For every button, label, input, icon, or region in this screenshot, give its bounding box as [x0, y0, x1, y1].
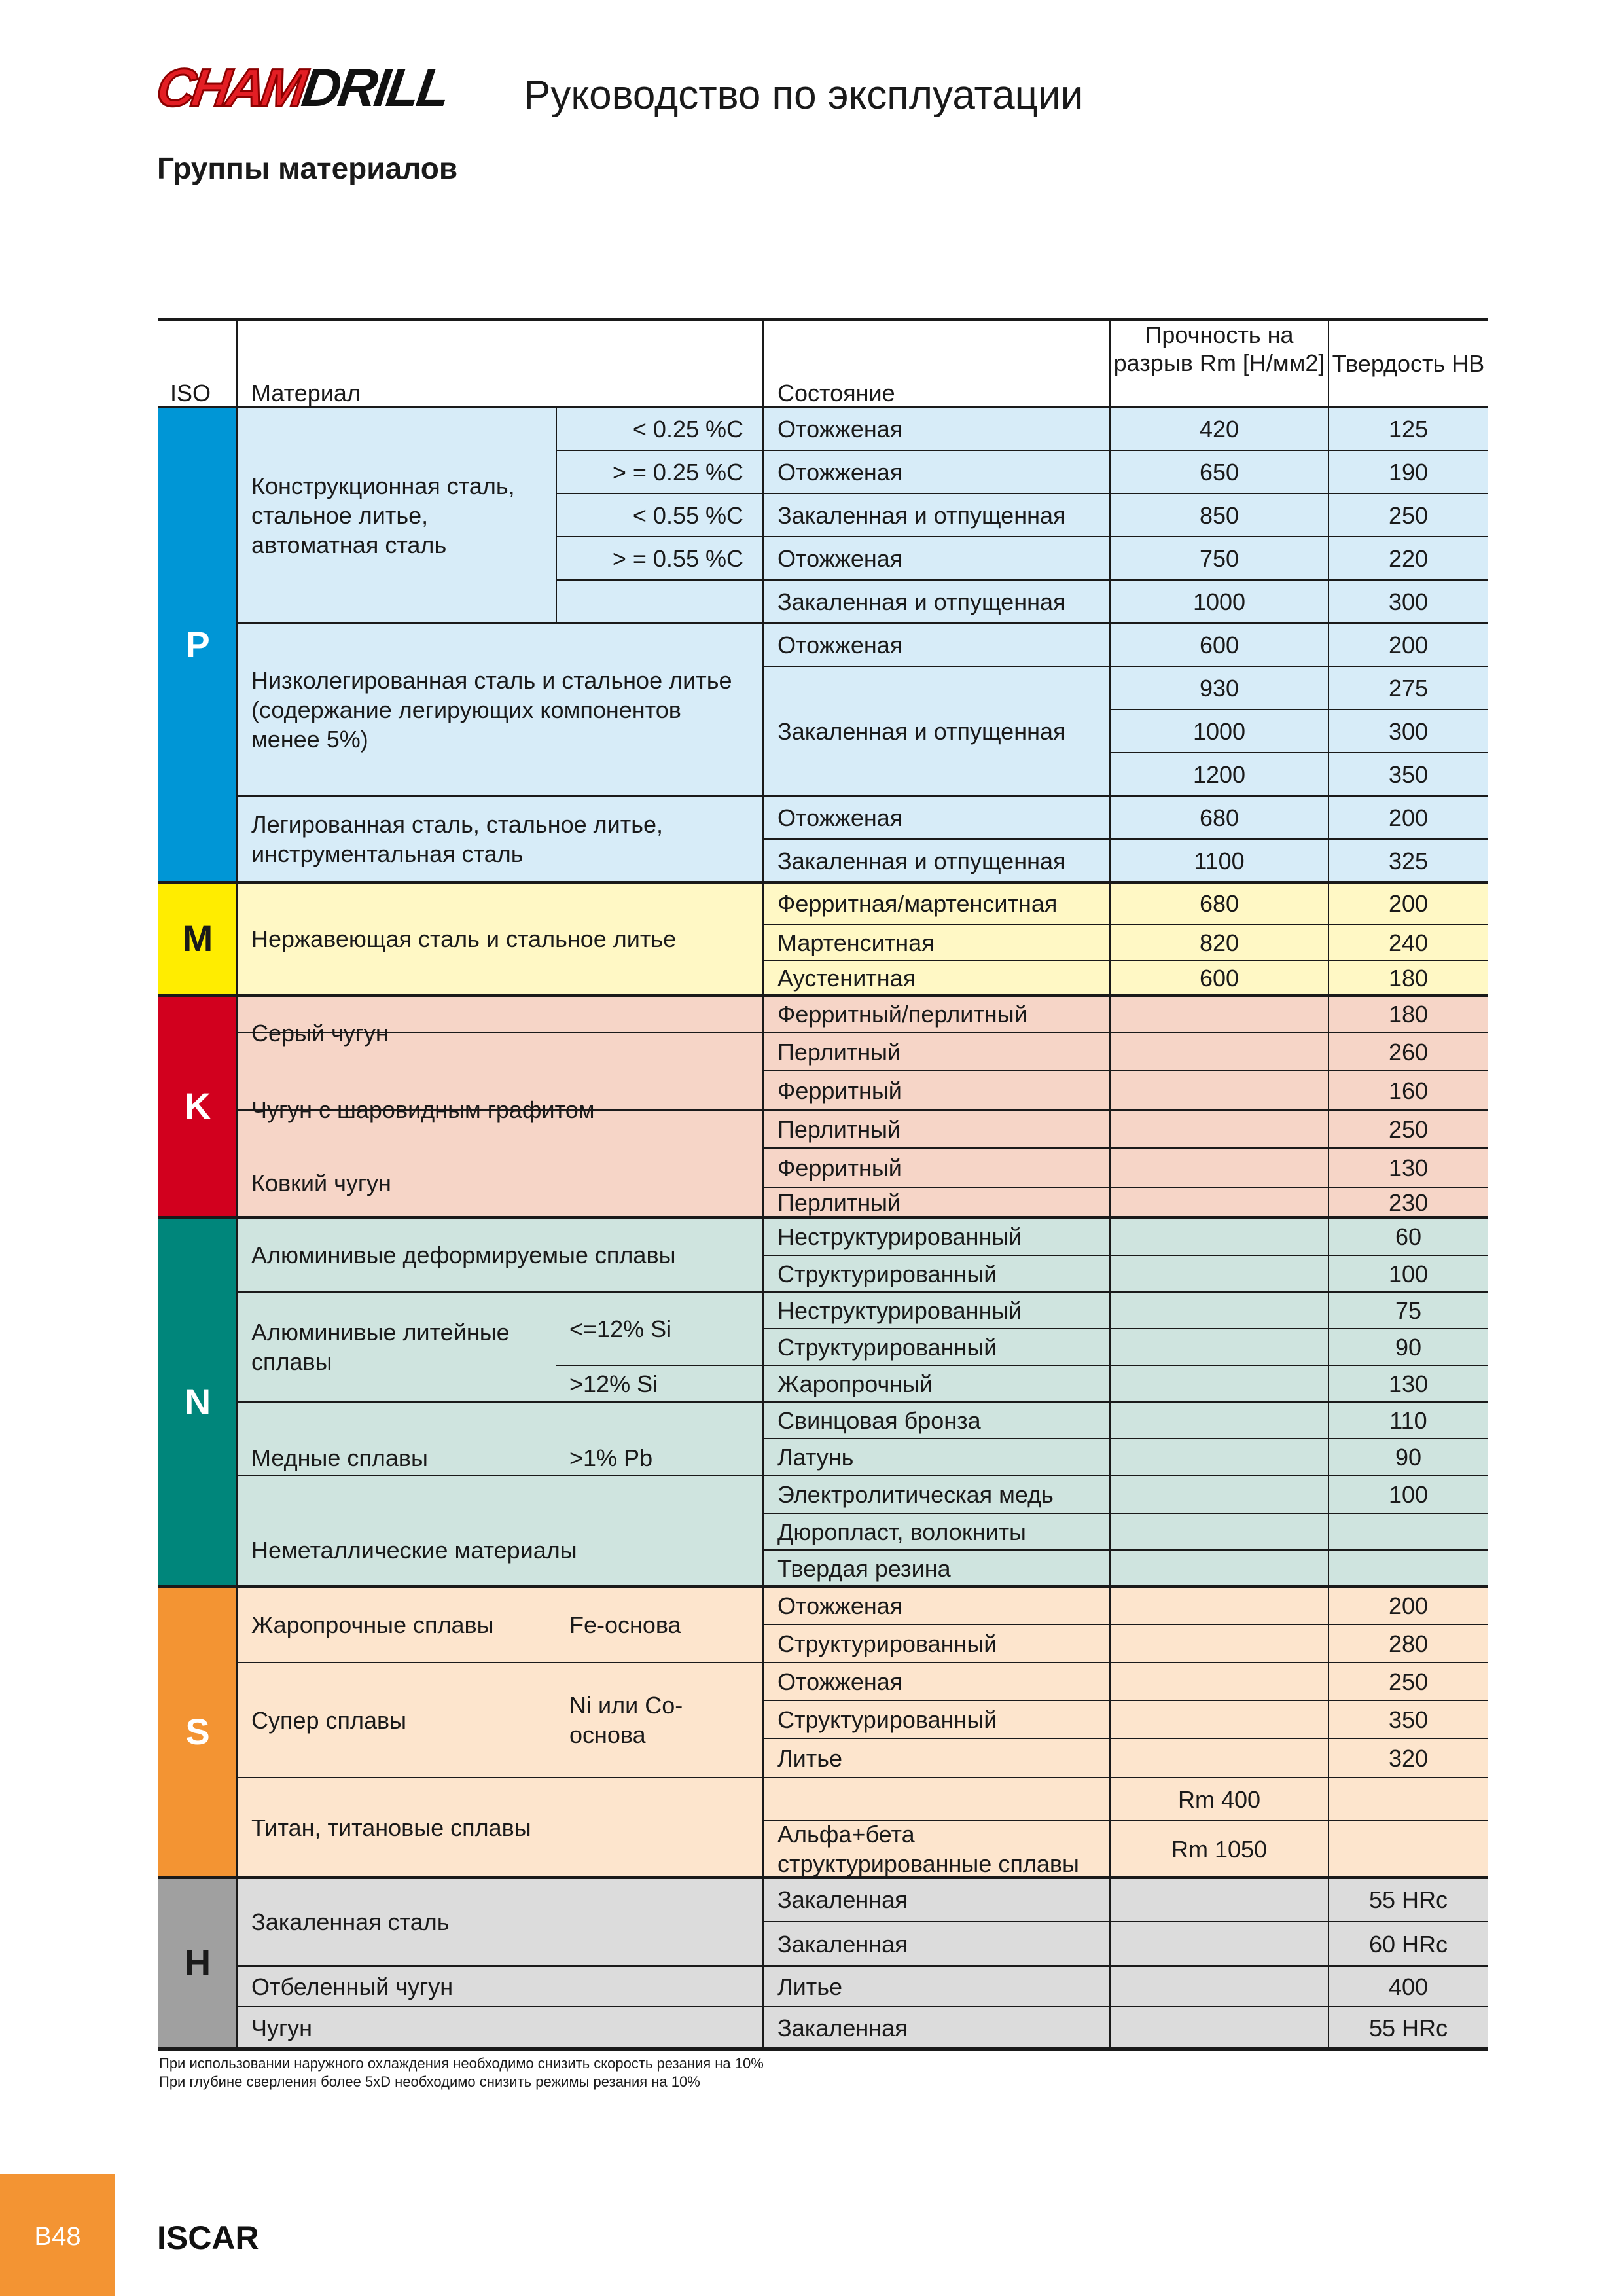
condition-cell: Закаленная и отпущенная [777, 717, 1066, 745]
table-rule [237, 1401, 763, 1403]
table-rule [763, 1109, 1488, 1111]
table-rule [158, 2047, 1488, 2051]
table-rule [763, 1921, 1488, 1922]
hardness-cell: 300 [1388, 717, 1429, 745]
condition-cell: Перлитный [777, 1038, 901, 1066]
table-rule [1110, 752, 1488, 753]
table-rule [237, 1109, 763, 1111]
strength-cell: 1000 [1192, 717, 1246, 745]
table-rule [158, 318, 1488, 321]
material-cell: Неметаллические материалы [251, 1536, 577, 1564]
table-rule [237, 2006, 763, 2007]
table-rule [237, 1475, 763, 1476]
hardness-cell: 90 [1395, 1443, 1422, 1471]
hardness-cell: 60 HRc [1368, 1930, 1448, 1958]
sub-material-cell: < 0.55 %C [632, 501, 743, 529]
hardness-cell: 300 [1388, 588, 1429, 615]
table-rule [763, 1662, 1488, 1663]
iso-group-n: N [158, 1217, 237, 1587]
strength-cell: 1200 [1192, 761, 1246, 788]
table-rule [158, 881, 1488, 884]
strength-cell: Rm 400 [1177, 1785, 1261, 1813]
table-rule [158, 406, 1488, 408]
hardness-cell: 125 [1388, 415, 1429, 442]
condition-cell: Ферритный/перлитный [777, 1000, 1027, 1028]
condition-cell: Отожженая [777, 1592, 903, 1619]
table-rule [763, 1475, 1488, 1476]
hardness-cell: 230 [1388, 1189, 1429, 1216]
table-rule [1110, 709, 1488, 710]
hardness-cell: 275 [1388, 674, 1429, 702]
table-rule [1328, 319, 1329, 2049]
strength-cell: 600 [1199, 964, 1240, 992]
condition-cell: Структурированный [777, 1706, 997, 1733]
section-title: Группы материалов [157, 151, 458, 185]
condition-cell: Перлитный [777, 1189, 901, 1216]
condition-cell: Перлитный [777, 1115, 901, 1143]
condition-cell: Электролитическая медь [777, 1480, 1054, 1508]
header-hardness: Твердость HB [1332, 350, 1485, 377]
table-rule [763, 1147, 1488, 1149]
material-cell: Чугун с шаровидным графитом [251, 1096, 595, 1123]
page-number: B48 [34, 2222, 81, 2251]
condition-cell: Неструктурированный [777, 1223, 1022, 1250]
brand-name: ISCAR [157, 2219, 259, 2256]
table-rule [763, 1328, 1488, 1329]
table-rule [236, 319, 238, 2049]
footnote-1: При использовании наружного охлаждения необходимо снизить скорость резания на 10% [159, 2055, 764, 2072]
hardness-cell: 200 [1388, 1592, 1429, 1619]
strength-cell: 930 [1199, 674, 1240, 702]
material-cell: Супер сплавы [251, 1706, 407, 1734]
strength-cell: 420 [1199, 415, 1240, 442]
strength-cell: 1100 [1194, 847, 1245, 874]
table-rule [237, 1777, 763, 1778]
document-title: Руководство по эксплуатации [524, 73, 1084, 118]
material-cell: Ковкий чугун [251, 1169, 391, 1196]
header-condition: Состояние [777, 380, 895, 406]
table-rule [158, 1585, 1488, 1588]
table-rule [763, 579, 1488, 581]
condition-cell: Аустенитная [777, 964, 916, 992]
hardness-cell: 250 [1388, 501, 1429, 529]
table-rule [763, 1738, 1488, 1739]
table-rule [763, 666, 1488, 667]
hardness-cell: 100 [1388, 1260, 1429, 1287]
condition-cell: Структурированный [777, 1630, 997, 1657]
table-rule [763, 2006, 1488, 2007]
hardness-cell: 200 [1388, 889, 1429, 917]
hardness-cell: 160 [1388, 1077, 1429, 1104]
condition-cell: Литье [777, 1744, 842, 1772]
sub-material-cell: Fe-основа [569, 1611, 681, 1638]
table-rule [763, 1070, 1488, 1071]
table-rule [237, 1291, 763, 1293]
hardness-cell: 75 [1395, 1297, 1422, 1324]
table-rule [763, 1777, 1488, 1778]
sub-material-cell: > = 0.25 %C [612, 458, 743, 486]
condition-cell: Отожженая [777, 415, 903, 442]
hardness-cell: 250 [1388, 1668, 1429, 1695]
material-cell: Нержавеющая сталь и стальное литье [251, 925, 677, 952]
hardness-cell: 220 [1388, 545, 1429, 572]
table-rule [763, 1820, 1488, 1821]
hardness-cell: 320 [1388, 1744, 1429, 1772]
condition-cell: Закаленная и отпущенная [777, 501, 1066, 529]
strength-cell: 850 [1199, 501, 1240, 529]
table-rule [763, 1549, 1488, 1551]
table-rule [158, 994, 1488, 997]
chamdrill-logo [152, 58, 452, 118]
table-rule [763, 1291, 1488, 1293]
table-rule [556, 493, 763, 494]
table-rule [237, 622, 763, 624]
table-rule [556, 450, 763, 451]
hardness-cell: 200 [1388, 804, 1429, 831]
strength-cell: 650 [1199, 458, 1240, 486]
iso-group-h: H [158, 1877, 237, 2049]
logo-part-cham: CHAM [152, 58, 307, 118]
condition-cell: Свинцовая бронза [777, 1407, 981, 1434]
table-rule [763, 493, 1488, 494]
material-cell: Алюминивые литейные сплавы [251, 1319, 510, 1375]
strength-cell: 820 [1199, 929, 1240, 956]
condition-cell: Закаленная [777, 1930, 908, 1958]
table-rule [237, 1032, 763, 1033]
footnote-2: При глубине сверления более 5xD необходимо снизить режимы резания на 10% [159, 2073, 700, 2090]
table-rule [763, 1365, 1488, 1366]
sub-material-cell: < 0.25 %C [632, 415, 743, 442]
iso-group-k: K [158, 995, 237, 1217]
material-cell: Чугун [251, 2014, 313, 2041]
hardness-cell: 240 [1388, 929, 1429, 956]
table-rule [158, 1216, 1488, 1219]
table-rule [556, 536, 763, 537]
header-iso: ISO [170, 380, 211, 406]
sub-material-cell: Ni или Co-основа [569, 1692, 683, 1748]
hardness-cell: 200 [1388, 631, 1429, 658]
condition-cell: Мартенситная [777, 929, 935, 956]
table-rule [763, 1438, 1488, 1439]
iso-group-m: M [158, 882, 237, 995]
material-cell: Закаленная сталь [251, 1908, 450, 1935]
iso-group-p: P [158, 407, 237, 882]
strength-cell: 750 [1199, 545, 1240, 572]
hardness-cell: 110 [1389, 1407, 1427, 1434]
condition-cell: Твердая резина [777, 1554, 951, 1582]
sub-material-cell: >12% Si [569, 1370, 658, 1397]
table-rule [762, 319, 764, 2049]
condition-cell: Отожженая [777, 545, 903, 572]
condition-cell: Закаленная [777, 2014, 908, 2041]
table-rule [763, 1965, 1488, 1967]
condition-cell: Закаленная и отпущенная [777, 847, 1066, 874]
table-rule [763, 1255, 1488, 1256]
hardness-cell: 90 [1395, 1333, 1422, 1361]
material-cell: Легированная сталь, стальное литье, инструментальная сталь [251, 811, 663, 867]
condition-cell: Закаленная [777, 1886, 908, 1913]
condition-cell: Закаленная и отпущенная [777, 588, 1066, 615]
hardness-cell: 400 [1388, 1973, 1429, 2000]
hardness-cell: 180 [1388, 964, 1429, 992]
condition-cell: Отожженая [777, 804, 903, 831]
material-cell: Медные сплавы [251, 1444, 428, 1471]
table-rule [763, 1032, 1488, 1033]
table-rule [237, 1662, 763, 1663]
hardness-cell: 280 [1388, 1630, 1429, 1657]
material-cell: Титан, титановые сплавы [251, 1814, 531, 1841]
condition-cell: Ферритная/мартенситная [777, 889, 1058, 917]
table-rule [556, 1365, 763, 1366]
material-cell: Жаропрочные сплавы [251, 1611, 494, 1638]
condition-cell: Дюропласт, волокниты [777, 1518, 1026, 1545]
table-rule [763, 1700, 1488, 1701]
material-cell: Серый чугун [251, 1019, 389, 1047]
hardness-cell: 260 [1388, 1038, 1429, 1066]
table-rule [763, 536, 1488, 537]
sub-material-cell: <=12% Si [569, 1315, 672, 1342]
sub-material-cell: >1% Pb [569, 1444, 653, 1471]
table-rule [763, 960, 1488, 961]
sub-material-cell: > = 0.55 %C [612, 545, 743, 572]
hardness-cell: 325 [1388, 847, 1429, 874]
condition-cell: Латунь [777, 1443, 854, 1471]
hardness-cell: 130 [1388, 1154, 1429, 1181]
material-cell: Конструкционная сталь, стальное литье, автоматная сталь [251, 472, 515, 558]
table-rule [763, 622, 1488, 624]
condition-cell: Структурированный [777, 1260, 997, 1287]
iso-group-s: S [158, 1587, 237, 1877]
material-cell: Отбеленный чугун [251, 1973, 454, 2000]
condition-cell: Структурированный [777, 1333, 997, 1361]
material-cell: Низколегированная сталь и стальное литье (содержание легирующих компонентов менее 5%) [251, 666, 732, 753]
table-rule [763, 1624, 1488, 1625]
condition-cell: Альфа+бета структурированные сплавы [777, 1821, 1079, 1877]
strength-cell: 680 [1199, 804, 1240, 831]
table-rule [763, 1401, 1488, 1403]
condition-cell: Ферритный [777, 1077, 902, 1104]
strength-cell: Rm 1050 [1171, 1835, 1268, 1863]
hardness-cell: 100 [1388, 1480, 1429, 1508]
header-material: Материал [251, 380, 361, 406]
table-rule [763, 838, 1488, 840]
hardness-cell: 60 [1395, 1223, 1422, 1250]
hardness-cell: 190 [1388, 458, 1429, 486]
strength-cell: 600 [1199, 631, 1240, 658]
table-rule [556, 407, 557, 623]
table-rule [237, 1965, 763, 1967]
logo-part-drill: DRILL [298, 58, 452, 118]
condition-cell: Жаропрочный [777, 1370, 933, 1397]
table-rule [763, 795, 1488, 797]
table-rule [763, 924, 1488, 925]
strength-cell: 1000 [1192, 588, 1246, 615]
hardness-cell: 350 [1388, 1706, 1429, 1733]
condition-cell: Отожженая [777, 458, 903, 486]
condition-cell: Литье [777, 1973, 842, 2000]
strength-cell: 680 [1199, 889, 1240, 917]
table-rule [763, 450, 1488, 451]
table-rule [237, 795, 763, 797]
condition-cell: Отожженая [777, 631, 903, 658]
material-cell: Алюминивые деформируемые сплавы [251, 1241, 676, 1268]
table-rule [158, 1876, 1488, 1879]
table-rule [1109, 319, 1111, 2049]
table-rule [763, 1513, 1488, 1514]
hardness-cell: 55 HRc [1368, 2014, 1448, 2041]
table-rule [556, 579, 763, 581]
hardness-cell: 180 [1388, 1000, 1429, 1028]
table-rule [763, 1187, 1488, 1188]
condition-cell: Ферритный [777, 1154, 902, 1181]
material-groups-table [158, 319, 1488, 2051]
hardness-cell: 55 HRc [1368, 1886, 1448, 1913]
condition-cell: Отожженая [777, 1668, 903, 1695]
header-strength: Прочность на разрыв Rm [Н/мм2] [1113, 321, 1325, 376]
hardness-cell: 250 [1388, 1115, 1429, 1143]
hardness-cell: 130 [1388, 1370, 1429, 1397]
hardness-cell: 350 [1388, 761, 1429, 788]
condition-cell: Неструктурированный [777, 1297, 1022, 1324]
